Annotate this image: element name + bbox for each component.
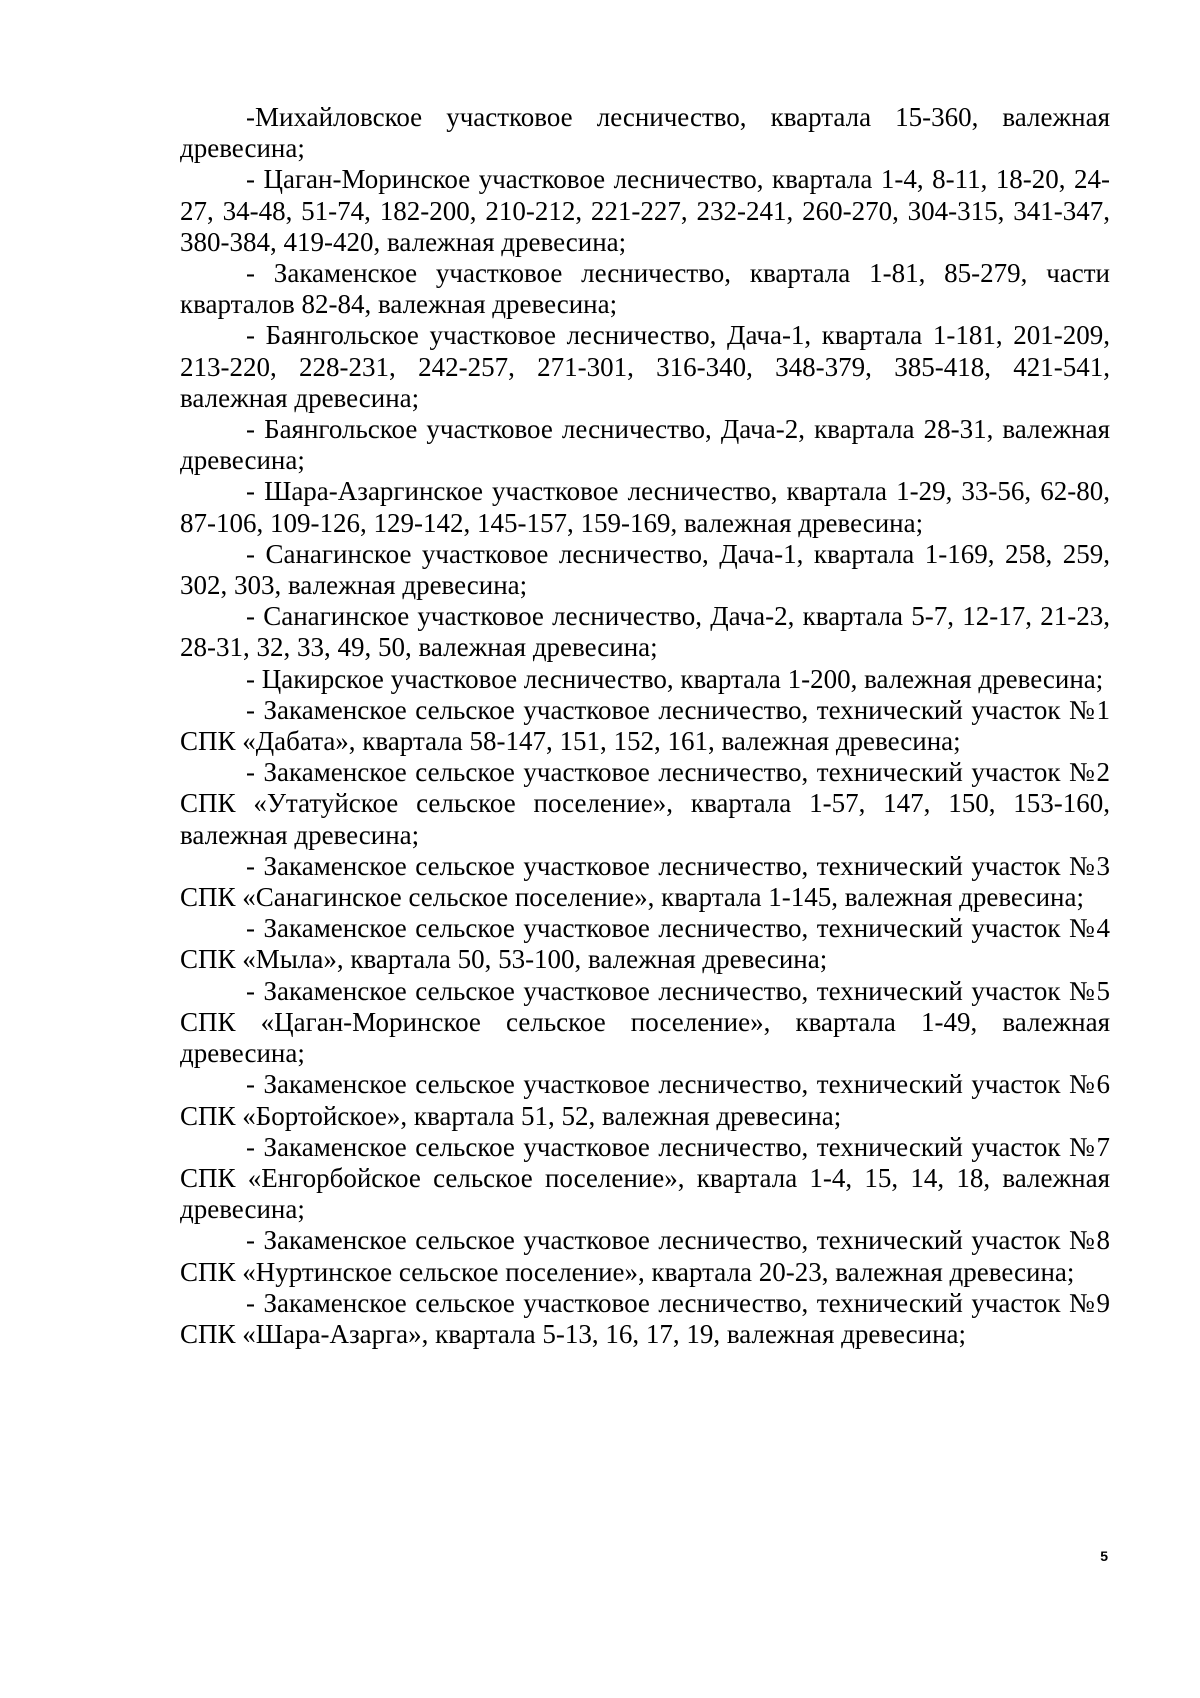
paragraph-tsagan-morinskoe: - Цаган-Моринское участковое лесничество, квартала 1-4, 8-11, 18-20, 24-27, 34-48, 51-74, 182-200, 210-212, 221-227, 232-241, 260-270, 304-315, 341-347, 380-384, 419-420, валежная древесина; [180, 164, 1110, 257]
paragraph-zakamenskoe: - Закаменское участковое лесничество, квартала 1-81, 85-279, части кварталов 82-84, валежная древесина; [180, 258, 1110, 320]
paragraph-tech-plot-3: - Закаменское сельское участковое лесничество, технический участок №3 СПК «Санагинское сельское поселение», квартала 1-145, валежная древесина; [180, 850, 1110, 913]
paragraph-tech-plot-1: - Закаменское сельское участковое лесничество, технический участок №1 СПК «Дабата», квартала 58-147, 151, 152, 161, валежная древесина; [180, 694, 1110, 757]
paragraph-tech-plot-5: - Закаменское сельское участковое лесничество, технический участок №5 СПК «Цаган-Моринское сельское поселение», квартала 1-49, валежная древесина; [180, 975, 1110, 1069]
paragraph-tech-plot-6: - Закаменское сельское участковое лесничество, технический участок №6 СПК «Бортойское», квартала 51, 52, валежная древесина; [180, 1069, 1110, 1131]
paragraph-bayangolskoe-dacha-1: - Баянгольское участковое лесничество, Дача-1, квартала 1-181, 201-209, 213-220, 228-231, 242-257, 271-301, 316-340, 348-379, 385-418, 421-541, валежная древесина; [180, 320, 1110, 413]
paragraph-sanaginskoe-dacha-1: - Санагинское участковое лесничество, Дача-1, квартала 1-169, 258, 259, 302, 303, валежная древесина; [180, 538, 1110, 601]
paragraph-tech-plot-7: - Закаменское сельское участковое лесничество, технический участок №7 СПК «Енгорбойское сельское поселение», квартала 1-4, 15, 14, 18, валежная древесина; [180, 1131, 1110, 1225]
page-number: 5 [1100, 1548, 1108, 1564]
paragraph-bayangolskoe-dacha-2: - Баянгольское участковое лесничество, Дача-2, квартала 28-31, валежная древесина; [180, 414, 1110, 476]
paragraph-tech-plot-9: - Закаменское сельское участковое лесничество, технический участок №9 СПК «Шара-Азарга», квартала 5-13, 16, 17, 19, валежная древесина; [180, 1287, 1110, 1349]
paragraph-tech-plot-8: - Закаменское сельское участковое лесничество, технический участок №8 СПК «Нуртинское сельское поселение», квартала 20-23, валежная древесина; [180, 1225, 1110, 1287]
paragraph-tech-plot-2: - Закаменское сельское участковое лесничество, технический участок №2 СПК «Утатуйское сельское поселение», квартала 1-57, 147, 150, 153-160, валежная древесина; [180, 757, 1110, 850]
document-body [180, 102, 1110, 1350]
paragraph-shara-azarginskoe: - Шара-Азаргинское участковое лесничество, квартала 1-29, 33-56, 62-80, 87-106, 109-126, 129-142, 145-157, 159-169, валежная древесина; [180, 476, 1110, 538]
paragraph-tech-plot-4: - Закаменское сельское участковое лесничество, технический участок №4 СПК «Мыла», квартала 50, 53-100, валежная древесина; [180, 913, 1110, 975]
paragraph-mikhailovskoe: -Михайловское участковое лесничество, квартала 15-360, валежная древесина; [180, 102, 1110, 164]
paragraph-tsakirskoe: - Цакирское участковое лесничество, квартала 1-200, валежная древесина; [246, 663, 1104, 694]
paragraph-sanaginskoe-dacha-2: - Санагинское участковое лесничество, Дача-2, квартала 5-7, 12-17, 21-23, 28-31, 32, 33, 49, 50, валежная древесина; [180, 601, 1110, 663]
